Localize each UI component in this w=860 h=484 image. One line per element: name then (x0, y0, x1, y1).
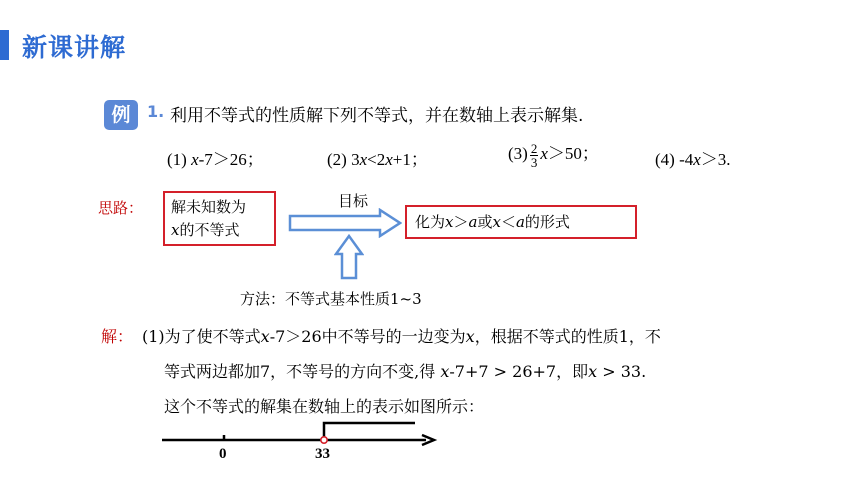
tick-label-33: 33 (315, 446, 330, 462)
problem-4: (4) -4x＞3. (655, 150, 731, 169)
solution-line-2: 等式两边都加7，不等号的方向不变,得 x-7+7 > 26+7，即x > 33. (164, 362, 647, 381)
tick-label-zero: 0 (219, 446, 227, 462)
open-circle-marker (321, 437, 327, 443)
solution-line-1: (1)为了使不等式x-7＞26中不等号的一边变为x，根据不等式的性质1，不 (142, 327, 661, 346)
unknown-inequality-box: 解未知数为 x的不等式 (163, 191, 276, 246)
problem-1: (1) x-7＞26； (167, 150, 264, 169)
solution-line-3: 这个不等式的解集在数轴上的表示如图所示： (164, 397, 485, 416)
goal-label: 目标 (338, 192, 369, 210)
solution-ray (324, 423, 415, 440)
section-title: 新课讲解 (22, 33, 127, 62)
fraction: $\frac{2}{3}$ (530, 140, 538, 170)
example-badge: 例 (104, 100, 138, 130)
method-label: 方法：不等式基本性质1~3 (240, 290, 422, 308)
title-accent-bar (0, 30, 9, 60)
thinking-label: 思路： (98, 199, 144, 217)
method-arrow-icon (334, 234, 364, 280)
number-line (160, 418, 440, 452)
problem-3: (3) $\frac{2}{3}$ x＞50； (508, 140, 599, 170)
target-form-box: 化为x＞a或x＜a的形式 (405, 205, 637, 239)
example-prompt: 利用不等式的性质解下列不等式，并在数轴上表示解集. (170, 106, 584, 126)
solution-label: 解： (101, 327, 134, 346)
problem-2: (2) 3x<2x+1； (327, 150, 428, 169)
example-number: 1. (147, 102, 165, 121)
